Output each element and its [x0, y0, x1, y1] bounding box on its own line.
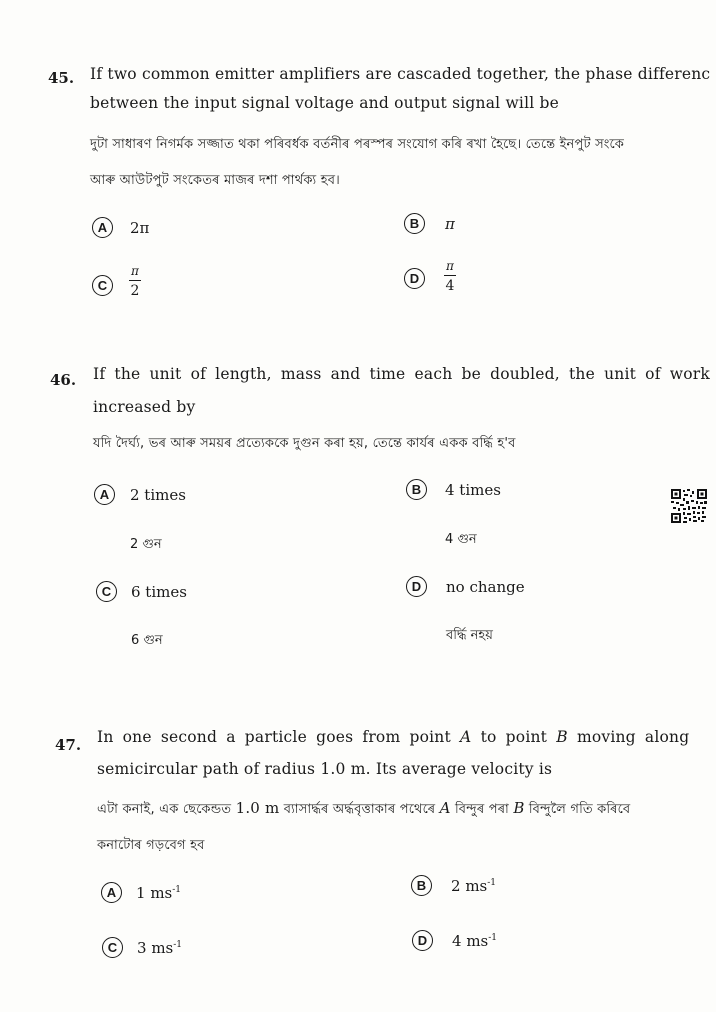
- option-d-marker[interactable]: D: [406, 576, 427, 597]
- option-a-text-bn: 2 গুন: [130, 537, 162, 552]
- fraction-numerator: π: [446, 259, 454, 273]
- question-number: 47.: [55, 736, 82, 754]
- option-a-text: 2 times: [130, 486, 186, 504]
- option-d-text: no change: [446, 578, 525, 596]
- option-d-marker[interactable]: D: [412, 930, 433, 951]
- question-text-en-1: In one second a particle goes from point A to point B moving along: [97, 728, 690, 746]
- option-b-text: 2 $ms^{-1}$: [451, 877, 497, 895]
- option-c-fraction: [129, 264, 141, 299]
- option-b-text: π: [445, 215, 455, 233]
- option-c-text-bn: 6 গুন: [131, 633, 163, 648]
- option-d-fraction: [444, 259, 456, 294]
- question-text-bn-1: এটা কনাই, এক ছেকেন্ডত 1.0 m ব্যাসাৰ্দ্ধৰ অৰ্দ্ধবৃত্তাকাৰ পথেৰে A বিন্দুৰ পৰা B বিন্দুলৈ গতি কৰিবে: [97, 799, 631, 817]
- fraction-denominator: 2: [130, 283, 140, 299]
- option-d-marker[interactable]: D: [404, 268, 425, 289]
- option-a-text: 1 $ms^{-1}$: [136, 884, 182, 902]
- fraction-numerator: π: [131, 264, 139, 278]
- option-b-text-bn: 4 গুন: [445, 532, 477, 547]
- question-text-bn-1: দুটা সাধাৰণ নিগৰ্মক সজ্জাত থকা পৰিবৰ্ধক বৰ্তনীৰ পৰস্পৰ সংযোগ কৰি ৰখা হৈছে। তেন্তে ইনপুট সংকে: [90, 137, 625, 152]
- question-text-en-2: semicircular path of radius 1.0 m. Its average velocity is: [97, 760, 553, 778]
- question-number: 46.: [50, 371, 77, 389]
- option-b-marker[interactable]: B: [406, 479, 427, 500]
- question-text-en-1: If the unit of length, mass and time each be doubled, the unit of work: [93, 365, 710, 383]
- option-a-marker[interactable]: A: [94, 484, 115, 505]
- fraction-denominator: 4: [445, 278, 455, 294]
- option-b-marker[interactable]: B: [411, 875, 432, 896]
- question-number: 45.: [48, 69, 75, 87]
- option-a-marker[interactable]: A: [92, 217, 113, 238]
- question-text-en-1: If two common emitter amplifiers are cascaded together, the phase differenc: [90, 65, 711, 83]
- question-text-en-2: increased by: [93, 398, 196, 416]
- option-c-marker[interactable]: C: [96, 581, 117, 602]
- option-b-text: 4 times: [445, 481, 501, 499]
- question-text-en-2: between the input signal voltage and output signal will be: [90, 94, 560, 112]
- option-c-marker[interactable]: C: [102, 937, 123, 958]
- question-text-bn-1: যদি দৈৰ্ঘ্য, ভৰ আৰু সময়ৰ প্ৰত্যেককে দুগুন কৰা হয়, তেন্তে কাৰ্যৰ একক বৰ্দ্ধি হ'ব: [93, 436, 516, 451]
- option-a-marker[interactable]: A: [101, 882, 122, 903]
- option-a-text: 2π: [130, 219, 150, 237]
- option-c-text: 3 $ms^{-1}$: [137, 939, 183, 957]
- option-d-text: 4 $ms^{-1}$: [452, 932, 498, 950]
- question-text-bn-2: আৰু আউটপুট সংকেতৰ মাজৰ দশা পাৰ্থক্য হব।: [90, 173, 341, 188]
- option-b-marker[interactable]: B: [404, 213, 425, 234]
- qr-code-icon: [671, 489, 707, 523]
- question-text-bn-2: কনাটোৰ গড়বেগ হব: [97, 838, 205, 853]
- option-c-text: 6 times: [131, 583, 187, 601]
- option-c-marker[interactable]: C: [92, 275, 113, 296]
- option-d-text-bn: বৰ্দ্ধি নহয়: [446, 628, 493, 643]
